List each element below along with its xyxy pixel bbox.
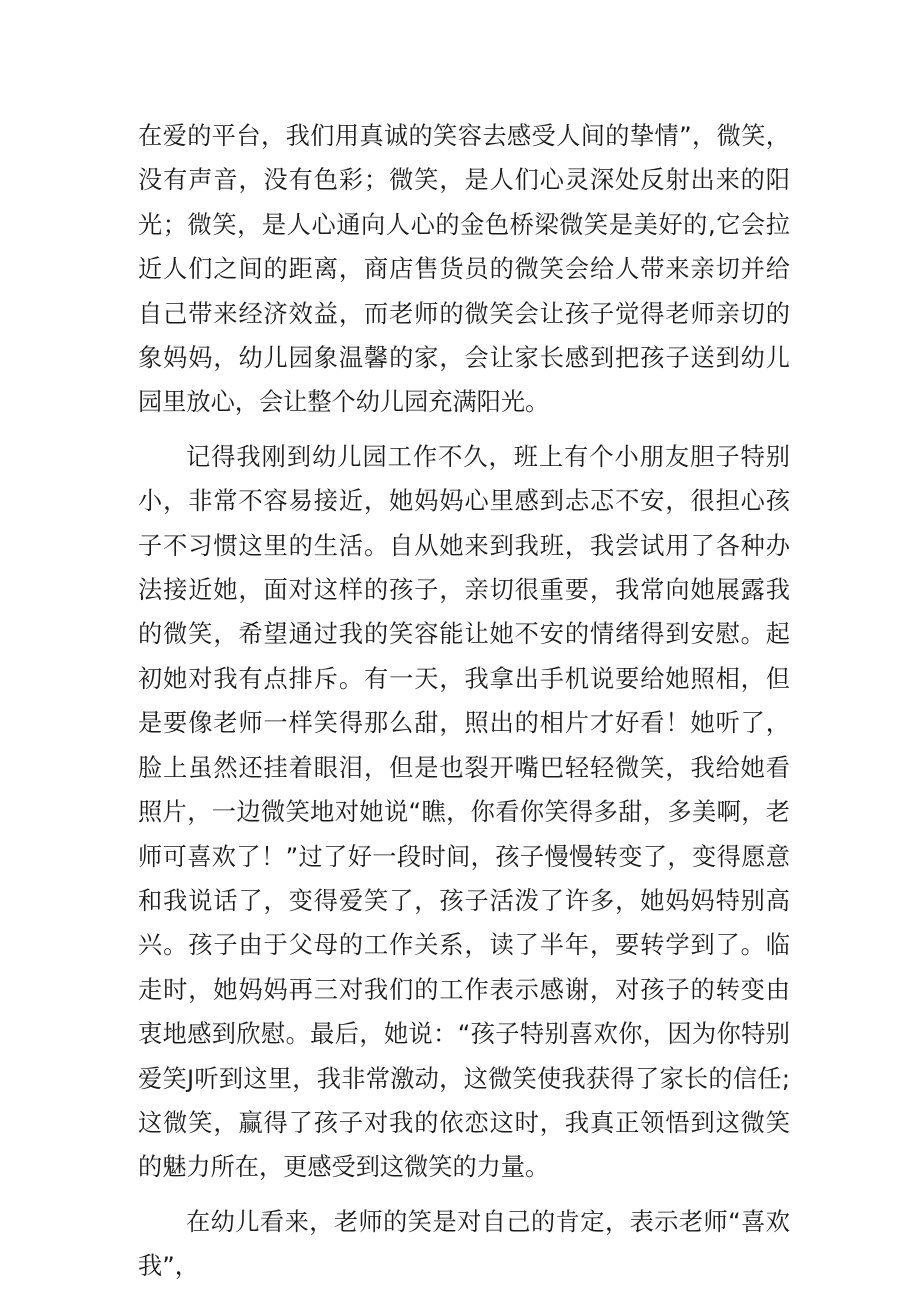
- document-body: [138, 114, 790, 1289]
- paragraph-anecdote: 记得我刚到幼儿园工作不久，班上有个小朋友胆子特别小，非常不容易接近，她妈妈心里感到忐忑不安，很担心孩子不习惯这里的生活。自从她来到我班，我尝试用了各种办法接近她，面对这样的孩子，亲切很重要，我常向她展露我的微笑，希望通过我的笑容能让她不安的情绪得到安慰。起初她对我有点排斥。有一天，我拿出手机说要给她照相，但是要像老师一样笑得那么甜，照出的相片才好看！她听了，脸上虽然还挂着眼泪，但是也裂开嘴巴轻轻微笑，我给她看照片，一边微笑地对她说“瞧，你看你笑得多甜，多美啊，老师可喜欢了！”过了好一段时间，孩子慢慢转变了，变得愿意和我说话了，变得爱笑了，孩子活泼了许多，她妈妈特别高兴。孩子由于父母的工作关系，读了半年，要转学到了。临走时，她妈妈再三对我们的工作表示感谢，对孩子的转变由衷地感到欣慰。最后，她说：“孩子特别喜欢你，因为你特别爱笑J听到这里，我非常激动，这微笑使我获得了家长的信任;这微笑，赢得了孩子对我的依恋这时，我真正领悟到这微笑的魅力所在，更感受到这微笑的力量。: [138, 442, 790, 1182]
- paragraph-continued: 在爱的平台，我们用真诚的笑容去感受人间的挚情”，微笑，没有声音，没有色彩；微笑，是人们心灵深处反射出来的阳光；微笑，是人心通向人心的金色桥梁微笑是美好的,它会拉近人们之间的距离，商店售货员的微笑会给人带来亲切并给自己带来经济效益，而老师的微笑会让孩子觉得老师亲切的象妈妈，幼儿园象温馨的家，会让家长感到把孩子送到幼儿园里放心，会让整个幼儿园充满阳光。: [138, 122, 790, 417]
- paragraph-child-view: 在幼儿看来，老师的笑是对自己的肯定，表示老师“喜欢我”，: [138, 1207, 790, 1281]
